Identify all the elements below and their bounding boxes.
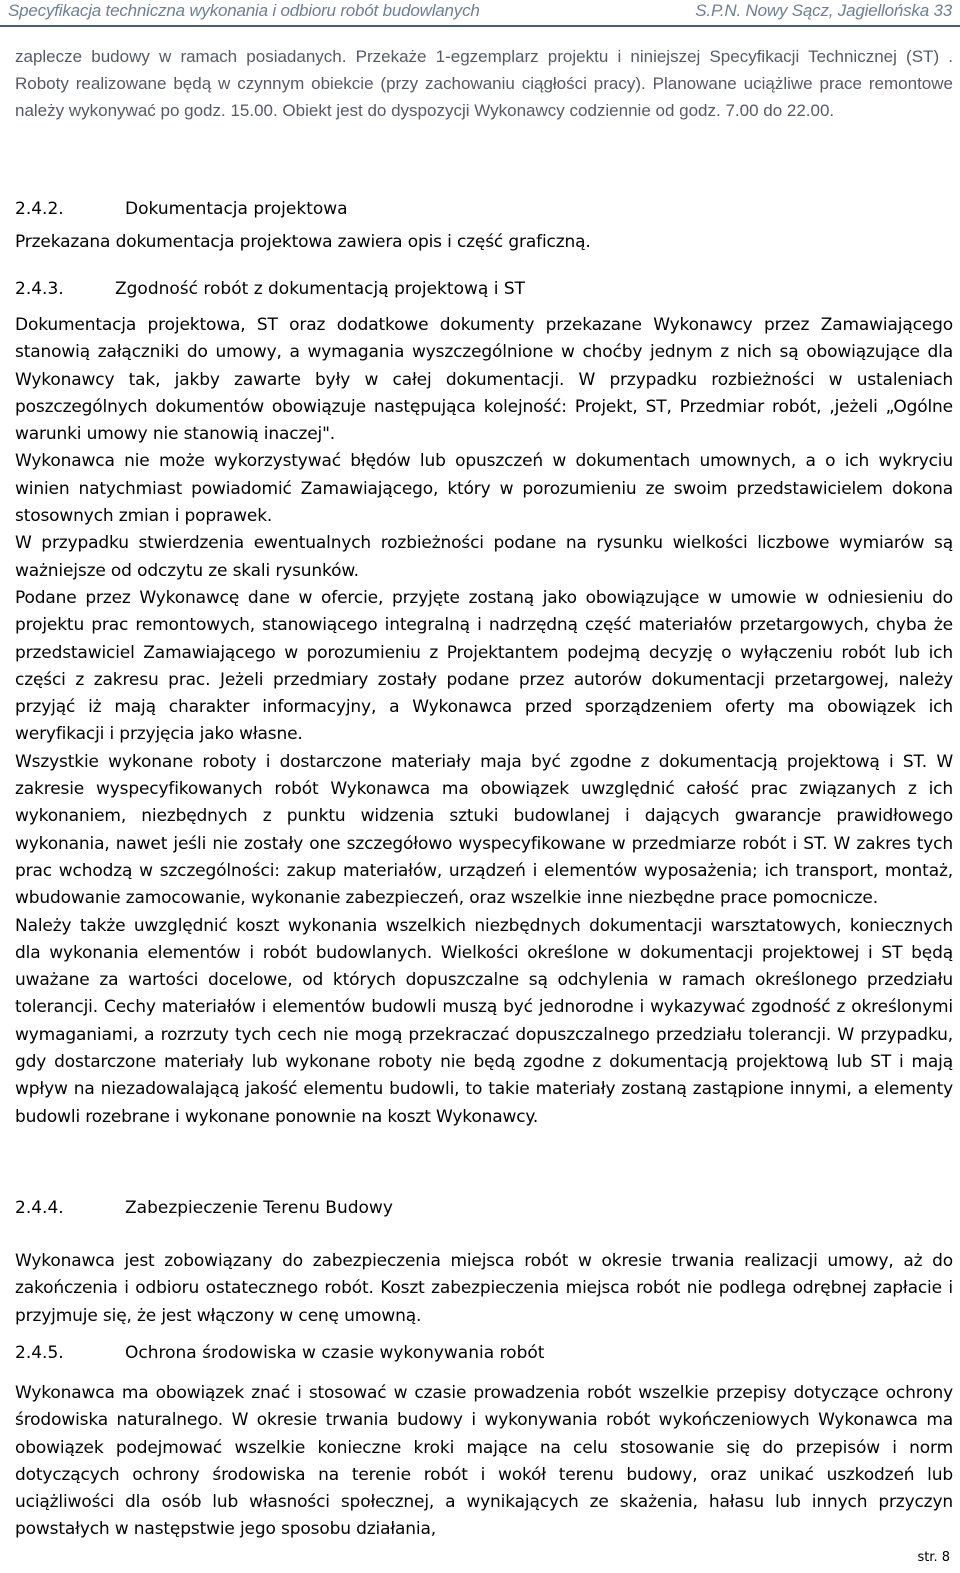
section-body-2-4-5 (15, 1380, 953, 1544)
intro-paragraph: zaplecze budowy w ramach posiadanych. Przekaże 1-egzemplarz projektu i niniejszej Specyfikacji Technicznej (ST) . Roboty realizowane będą w czynnym obiekcie (przy zachowaniu ciągłości pracy). Planowane uciążliwe prace remontowe należy wykonywać po godz. 15.00. Obiekt jest do dyspozycji Wykonawcy codziennie od godz. 7.00 do 22.00. (15, 47, 953, 121)
section-heading-2-4-5 (15, 1343, 544, 1363)
header-location: S.P.N. Nowy Sącz, Jagiellońska 33 (695, 1, 952, 20)
header-document-title: Specyfikacja techniczna wykonania i odbioru robót budowlanych (8, 1, 480, 20)
section-number: 2.4.5. (15, 1343, 64, 1363)
section-title: Dokumentacja projektowa (125, 199, 348, 219)
section-number: 2.4.4. (15, 1198, 64, 1218)
paragraph: Wykonawca jest zobowiązany do zabezpieczenia miejsca robót w okresie trwania realizacji umowy, aż do zakończenia i odbioru ostatecznego robót. Koszt zabezpieczenia miejsca robót nie podlega odrębnej zapłacie i przyjmuje się, że jest włączony w cenę umowną. (15, 1251, 953, 1326)
paragraph: W przypadku stwierdzenia ewentualnych rozbieżności podane na rysunku wielkości liczbowe wymiarów są ważniejsze od odczytu ze skali rysunków. (15, 533, 953, 581)
section-body-2-4-4 (15, 1248, 953, 1330)
paragraph: Wykonawca ma obowiązek znać i stosować w czasie prowadzenia robót wszelkie przepisy dotyczące ochrony środowiska naturalnego. W okresie trwania budowy i wykonywania robót wykończeniowych Wykonawca ma obowiązek podejmować wszelkie konieczne kroki mające na celu stosowanie się do przepisów i norm dotyczących ochrony środowiska na terenie robót i wokół terenu budowy, oraz unikać uszkodzeń lub uciążliwości dla osób lub własności społecznej, a wynikających ze skażenia, hałasu lub innych przyczyn powstałych w następstwie jego sposobu działania, (15, 1383, 953, 1540)
paragraph: Należy także uwzględnić koszt wykonania wszelkich niezbędnych dokumentacji warsztatowych, koniecznych dla wykonania elementów i robót budowlanych. Wielkości określone w dokumentacji projektowej i ST będą uważane za wartości docelowe, od których dopuszczalne są odchylenia w ramach określonego przedziału tolerancji. Cechy materiałów i elementów budowli muszą być jednorodne i wykazywać zgodność z określonymi wymaganiami, a rozrzuty tych cech nie mogą przekraczać dopuszczalnego przedziału tolerancji. W przypadku, gdy dostarczone materiały lub wykonane roboty nie będą zgodne z dokumentacją projektową lub ST i mają wpływ na niezadowalającą jakość elementu budowli, to takie materiały zostaną zastąpione innymi, a elementy budowli rozebrane i wykonane ponownie na koszt Wykonawcy. (15, 915, 953, 1127)
paragraph: Wykonawca nie może wykorzystywać błędów lub opuszczeń w dokumentach umownych, a o ich wykryciu winien natychmiast powiadomić Zamawiającego, który w porozumieniu ze swoim przedstawicielem dokona stosownych zmian i poprawek. (15, 451, 953, 527)
paragraph: Dokumentacja projektowa, ST oraz dodatkowe dokumenty przekazane Wykonawcy przez Zamawiającego stanowią załączniki do umowy, a wymagania wyszczególnione w choćby jednym z nich są obowiązujące dla Wykonawcy tak, jakby zawarte były w całej dokumentacji. W przypadku rozbieżności w ustaleniach poszczególnych dokumentów obowiązuje następująca kolejność: Projekt, ST, Przedmiar robót, ,jeżeli „Ogólne warunki umowy nie stanowią inaczej". (15, 315, 953, 445)
page-header (0, 0, 960, 28)
section-body-2-4-2 (15, 229, 953, 256)
section-title: Ochrona środowiska w czasie wykonywania robót (125, 1343, 545, 1363)
paragraph: Podane przez Wykonawcę dane w ofercie, przyjęte zostaną jako obowiązujące w umowie w odniesieniu do projektu prac remontowych, stanowiącego integralną i nadrzędną część materiałów przetargowych, chyba że przedstawiciel Zamawiającego w porozumieniu z Projektantem podejmą decyzję o wyłączeniu robót lub ich części z zakresu prac. Jeżeli przedmiary zostały podane przez autorów dokumentacji przetargowej, należy przyjąć iż mają charakter informacyjny, a Wykonawca przed sporządzeniem oferty ma obowiązek ich weryfikacji i przyjęcia jako własne. (15, 587, 953, 745)
section-number: 2.4.3. (15, 279, 64, 299)
header-divider (0, 25, 960, 27)
section-title: Zgodność robót z dokumentacją projektową i ST (115, 279, 526, 299)
section-heading-2-4-4 (15, 1198, 393, 1218)
section-title: Zabezpieczenie Terenu Budowy (125, 1198, 393, 1218)
section-number: 2.4.2. (15, 199, 64, 219)
page-number: str. 8 (917, 1550, 950, 1565)
section-heading-2-4-3 (15, 279, 525, 299)
paragraph: Przekazana dokumentacja projektowa zawiera opis i część graficzną. (15, 232, 591, 252)
section-body-2-4-3 (15, 312, 953, 1131)
paragraph: Wszystkie wykonane roboty i dostarczone materiały maja być zgodne z dokumentacją projektową i ST. W zakresie wyspecyfikowanych robót Wykonawca ma obowiązek uwzględnić całość prac związanych z ich wykonaniem, niezbędnych z punktu widzenia sztuki budowlanej i dających gwarancje prawidłowego wykonania, nawet jeśli nie zostały one szczegółowo wyspecyfikowane w przedmiarze robót i ST. W zakres tych prac wchodzą w szczególności: zakup materiałów, urządzeń i elementów wyposażenia; ich transport, montaż, wbudowanie zamocowanie, wykonanie zabezpieczeń, oraz wszelkie inne niezbędne prace pomocnicze. (15, 751, 953, 909)
section-heading-2-4-2 (15, 199, 348, 219)
